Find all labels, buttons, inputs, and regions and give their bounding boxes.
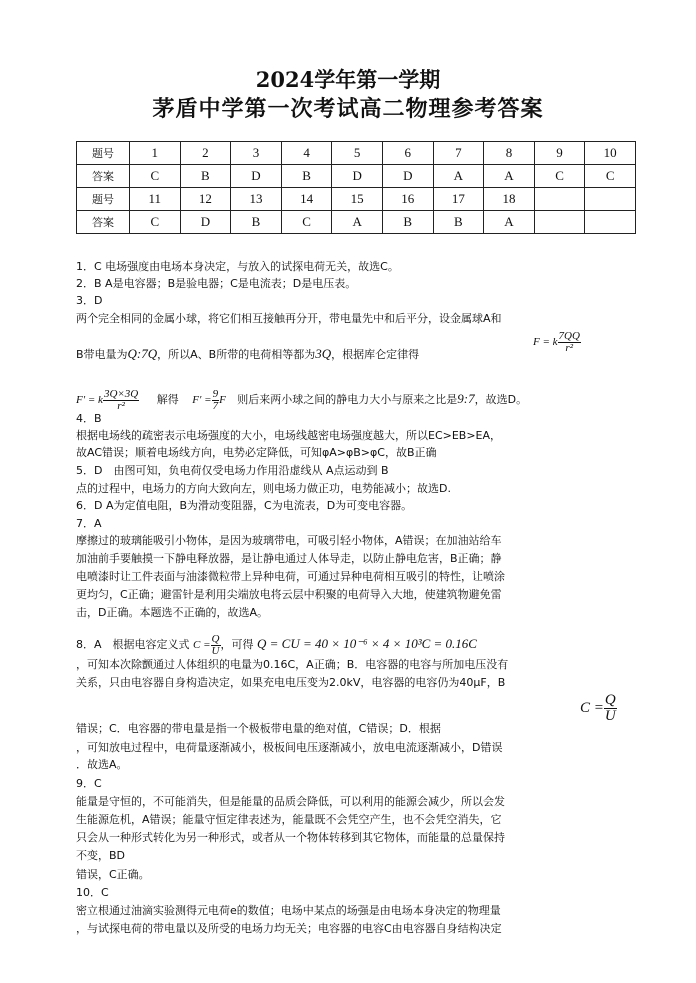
row-label: 题号 <box>77 188 130 211</box>
formula-numerator: 9 <box>212 388 219 400</box>
answer-line: 关系，只由电容器自身构造决定，如果充电电压变为2.0kV，电容器的电容仍为40μF，B <box>76 676 506 689</box>
formula-lhs: F = k <box>533 336 558 349</box>
answer-cell: D <box>382 165 433 188</box>
coulomb-formula <box>533 331 581 354</box>
row-label: 答案 <box>77 211 130 234</box>
answer-line: 9．C <box>76 777 102 790</box>
formula-line <box>76 389 636 412</box>
answer-line: ，可知本次除颤通过人体组织的电量为0.16C，A正确；B．电容器的电容与所加电压没有 <box>76 658 509 671</box>
answer-cell <box>534 211 585 234</box>
answer-line: 7．A <box>76 517 102 530</box>
answer-line: 能量是守恒的，不可能消失，但是能量的品质会降低，可以利用的能源会减少，所以会发 <box>76 795 505 808</box>
answer-cell: A <box>332 211 383 234</box>
question-number-cell: 5 <box>332 142 383 165</box>
answer-line: 两个完全相同的金属小球，将它们相互接触再分开，带电量先中和后平分，设金属球A和 <box>76 312 502 325</box>
formula-denominator: r² <box>565 342 574 354</box>
answer-cell: B <box>231 211 282 234</box>
answer-cell: A <box>484 165 535 188</box>
capacitance-formula <box>193 633 220 657</box>
answer-cell: A <box>433 165 484 188</box>
answer-row <box>77 211 636 234</box>
answer-line: 电喷漆时让工件表面与油漆微粒带上异种电荷，可通过异种电荷相互吸引的特性，让喷涂 <box>76 570 505 583</box>
answer-line: 摩擦过的玻璃能吸引小物体，是因为玻璃带电，可吸引轻小物体，A错误；在加油站给车 <box>76 534 502 547</box>
answer-line: 3．D <box>76 294 103 307</box>
formula-numerator: 7QQ <box>558 330 580 342</box>
answer-line: 只会从一种形式转化为另一种形式，或者从一个物体转移到其它物体，而能量的总量保持 <box>76 831 505 844</box>
answer-cell: C <box>585 165 636 188</box>
title-exam: 茅盾中学第一次考试高二物理参考答案 <box>152 96 544 122</box>
answer-cell: C <box>281 211 332 234</box>
question-number-cell: 15 <box>332 188 383 211</box>
answer-line: 错误，C正确。 <box>76 868 150 881</box>
answer-cell: D <box>180 211 231 234</box>
answer-line: 4．B <box>76 412 102 425</box>
question-number-cell: 2 <box>180 142 231 165</box>
capacitance-formula-large <box>580 693 617 724</box>
question-number-cell: 6 <box>382 142 433 165</box>
answer-line: 1．C 电场强度由电场本身决定，与放入的试探电荷无关，故选C。 <box>76 260 399 273</box>
question-number-cell: 1 <box>130 142 181 165</box>
formula-line <box>76 634 636 657</box>
answer-line: 故AC错误；顺着电场线方向，电势必定降低，可知φA>φB>φC，故B正确 <box>76 446 437 459</box>
answer-table <box>76 141 636 234</box>
formula-denominator: r² <box>117 400 125 412</box>
answer-text: ，可得 <box>220 638 254 652</box>
formula-tail: F <box>219 394 226 407</box>
answer-line: ，可知放电过程中，电荷量逐渐减小，极板间电压逐渐减小，放电电流逐渐减小，D错误 <box>76 741 503 754</box>
answer-line: 错误；C．电容器的带电量是指一个极板带电量的绝对值，C错误；D．根据 <box>76 722 441 735</box>
answer-line: 点的过程中，电场力的方向大致向左，则电场力做正功，电势能减小；故选D. <box>76 482 451 495</box>
answer-cell: D <box>332 165 383 188</box>
formula-numerator: 3Q×3Q <box>103 388 139 400</box>
answer-line: 加油前手要触摸一下静电释放器，是让静电通过人体导走，以防止静电危害，B正确；静 <box>76 552 502 565</box>
formula-numerator: Q <box>604 692 616 708</box>
answer-cell: C <box>130 165 181 188</box>
answer-line: 生能源危机，A错误；能量守恒定律表述为，能量既不会凭空产生，也不会凭空消失，它 <box>76 813 502 826</box>
question-number-cell: 9 <box>534 142 585 165</box>
answer-line: ，与试探电荷的带电量以及所受的电场力均无关；电容器的电容C由电容器自身结构决定 <box>76 922 502 935</box>
answer-line: 5．D 由图可知，负电荷仅受电场力作用沿虚线从 A点运动到 B <box>76 464 389 477</box>
answer-cell <box>585 211 636 234</box>
answer-text: 则后来两小球之间的静电力大小与原来之比是 <box>237 393 458 407</box>
answer-cell: B <box>382 211 433 234</box>
answer-line: 击，D正确。本题选不正确的，故选A。 <box>76 606 268 619</box>
answer-line: 6．D A为定值电阻，B为滑动变阻器，C为电流表，D为可变电容器。 <box>76 499 413 512</box>
answer-line: 根据电场线的疏密表示电场强度的大小，电场线越密电场强度越大，所以EC>EB>EA， <box>76 429 502 442</box>
answer-text: ，所以A、B所带的电荷相等都为 <box>157 348 316 361</box>
answer-text: ，故选D。 <box>474 393 528 407</box>
answer-cell: B <box>180 165 231 188</box>
answer-line: ．故选A。 <box>76 758 128 771</box>
formula-denominator: U <box>604 708 616 724</box>
question-number-cell <box>534 188 585 211</box>
formula-denominator: 7 <box>212 400 219 412</box>
title-semester: 2024学年第一学期 <box>255 67 441 92</box>
question-number-row <box>77 142 636 165</box>
answer-line: 更均匀，C正确；避雷针是利用尖端放电将云层中积聚的电荷导入大地，使建筑物避免雷 <box>76 588 502 601</box>
new-force-formula <box>76 388 139 412</box>
question-number-cell: 8 <box>484 142 535 165</box>
question-number-cell: 12 <box>180 188 231 211</box>
question-number-cell: 16 <box>382 188 433 211</box>
formula-lhs: C = <box>580 699 604 716</box>
question-number-cell: 7 <box>433 142 484 165</box>
answer-cell: A <box>484 211 535 234</box>
answer-cell: C <box>130 211 181 234</box>
formula-numerator: Q <box>211 633 220 645</box>
question-number-cell: 11 <box>130 188 181 211</box>
question-number-cell: 14 <box>281 188 332 211</box>
answer-cell: B <box>281 165 332 188</box>
question-number-cell: 4 <box>281 142 332 165</box>
formula-lhs: F′ = <box>192 394 212 407</box>
question-number-cell: 13 <box>231 188 282 211</box>
row-label: 答案 <box>77 165 130 188</box>
answer-line: 密立根通过油滴实验测得元电荷e的数值；电场中某点的场强是由电场本身决定的物理量 <box>76 904 501 917</box>
formula-denominator: U <box>211 645 220 657</box>
ratio-97-formula: 9:7 <box>457 391 475 407</box>
question-number-cell <box>585 188 636 211</box>
question-number-cell: 3 <box>231 142 282 165</box>
question-number-cell: 17 <box>433 188 484 211</box>
answer-line: 2．B A是电容器；B是验电器；C是电流表；D是电压表。 <box>76 277 357 290</box>
question-number-row <box>77 188 636 211</box>
solve-formula <box>192 388 226 412</box>
formula-lhs: C = <box>193 639 211 652</box>
ratio-formula: Q:7Q <box>127 346 158 361</box>
answer-line: 10．C <box>76 886 109 899</box>
answer-text: ，根据库仑定律得 <box>331 348 420 361</box>
question-number-cell: 10 <box>585 142 636 165</box>
answer-line: 不变，BD <box>76 849 126 862</box>
answer-cell: D <box>231 165 282 188</box>
answer-text: B带电量为 <box>76 348 128 361</box>
formula-lhs: F′ = k <box>76 394 103 407</box>
question-number-cell: 18 <box>484 188 535 211</box>
answer-cell: C <box>534 165 585 188</box>
charge-calc-formula: Q = CU = 40 × 10⁻⁶ × 4 × 10³C = 0.16C <box>257 636 477 652</box>
three-q-formula: 3Q <box>315 346 332 361</box>
answer-text: 8．A 根据电容定义式 <box>76 638 190 652</box>
answer-text: 解得 <box>156 393 179 407</box>
answer-cell: B <box>433 211 484 234</box>
row-label: 题号 <box>77 142 130 165</box>
answer-row <box>77 165 636 188</box>
